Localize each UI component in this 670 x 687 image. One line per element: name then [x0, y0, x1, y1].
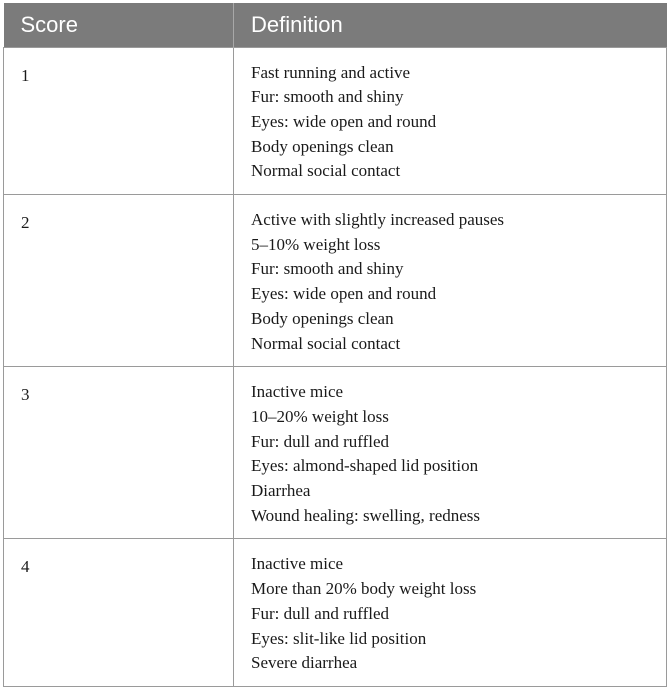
score-cell: 2 — [4, 195, 234, 367]
definition-line: Fast running and active — [251, 62, 411, 82]
definition-line: Diarrhea — [251, 481, 311, 501]
definition-cell — [234, 539, 667, 687]
definition-line: Fur: dull and ruffled — [251, 431, 390, 451]
definition-line: Fur: dull and ruffled — [251, 603, 390, 623]
header-row — [4, 3, 667, 47]
definition-line: Inactive mice — [251, 554, 344, 574]
definition-column-header: Definition — [234, 3, 667, 47]
definition-line: Severe diarrhea — [251, 653, 358, 673]
definition-line: Eyes: wide open and round — [251, 284, 437, 304]
table-row — [4, 47, 667, 195]
score-cell: 3 — [4, 367, 234, 539]
definition-line: Normal social contact — [251, 333, 401, 353]
definition-line: Inactive mice — [251, 382, 344, 402]
definition-line: Eyes: wide open and round — [251, 111, 437, 131]
table-row — [4, 539, 667, 687]
definition-cell — [234, 47, 667, 195]
definition-line: Active with slightly increased pauses — [251, 210, 505, 230]
score-cell: 4 — [4, 539, 234, 687]
definition-line: Body openings clean — [251, 136, 394, 156]
definition-line: 10–20% weight loss — [251, 406, 389, 426]
definition-line: Eyes: almond-shaped lid position — [251, 456, 479, 476]
table-header — [4, 3, 667, 47]
definition-cell — [234, 367, 667, 539]
table-row — [4, 367, 667, 539]
definition-cell — [234, 195, 667, 367]
definition-line: Fur: smooth and shiny — [251, 87, 404, 107]
definition-line: Eyes: slit-like lid position — [251, 628, 427, 648]
table-body — [4, 47, 667, 686]
definition-line: Normal social contact — [251, 161, 401, 181]
definition-line: 5–10% weight loss — [251, 234, 381, 254]
definition-line: Wound healing: swelling, redness — [251, 505, 481, 525]
table-row — [4, 195, 667, 367]
score-definition-table — [3, 3, 667, 687]
score-column-header: Score — [4, 3, 234, 47]
definition-line: More than 20% body weight loss — [251, 579, 477, 599]
score-cell: 1 — [4, 47, 234, 195]
definition-line: Fur: smooth and shiny — [251, 259, 404, 279]
definition-line: Body openings clean — [251, 308, 394, 328]
